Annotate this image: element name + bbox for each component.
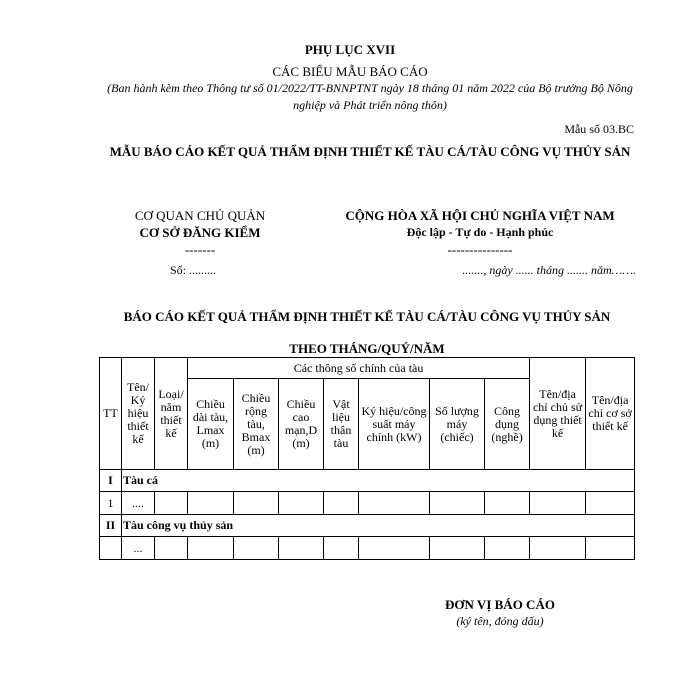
signer-note: (ký tên, đóng dấu) — [456, 614, 544, 628]
report-period: THEO THÁNG/QUÝ/NĂM — [289, 341, 445, 356]
table-row — [100, 492, 635, 515]
header-design-name: Tên/ Ký hiệu thiết kế — [122, 358, 155, 470]
table-cell — [586, 537, 635, 560]
report-table — [99, 357, 635, 560]
table-header-row — [100, 358, 635, 379]
table-cell — [234, 537, 279, 560]
appendix-title: PHỤ LỤC XVII — [304, 42, 396, 57]
header-owner: Tên/địa chỉ chủ sử dụng thiết kế — [530, 358, 586, 470]
row-name: .... — [122, 492, 155, 515]
agency-divider: ------- — [184, 242, 216, 257]
table-cell — [586, 492, 635, 515]
table-cell — [485, 537, 530, 560]
table-cell — [530, 492, 586, 515]
table-cell — [324, 492, 359, 515]
table-cell — [359, 537, 430, 560]
issued-note: (Ban hành kèm theo Thông tư số 01/2022/TT-BNNPTNT ngày 18 tháng 01 năm 2022 của Bộ trưởng Bộ Nông nghiệp và Phát triển nông thôn) — [107, 81, 633, 112]
table-row — [100, 537, 635, 560]
agency-block — [115, 207, 285, 258]
header-engine-count: Số lượng máy (chiếc) — [430, 379, 485, 470]
header-tt: TT — [100, 358, 122, 470]
row-name: ... — [122, 537, 155, 560]
table-cell — [155, 492, 188, 515]
header-design-type: Loại/ năm thiết kế — [155, 358, 188, 470]
table-cell — [279, 537, 324, 560]
nation-line-1: CỘNG HÒA XÃ HỘI CHỦ NGHĨA VIỆT NAM — [345, 208, 615, 223]
header-depth: Chiều cao mạn,D (m) — [279, 379, 324, 470]
agency-line-1: CƠ QUAN CHỦ QUẢN — [134, 208, 266, 223]
document-date: ......., ngày ...... tháng ....... năm……. — [462, 263, 636, 277]
table-cell — [324, 537, 359, 560]
nation-divider: --------------- — [447, 242, 513, 257]
signer-title: ĐƠN VỊ BÁO CÁO — [445, 597, 555, 612]
section-label: Tàu công vụ thủy sản — [122, 515, 635, 537]
header-main-specs: Các thông số chính của tàu — [188, 358, 530, 379]
table-cell — [234, 492, 279, 515]
header-material: Vật liệu thân tàu — [324, 379, 359, 470]
table-cell — [485, 492, 530, 515]
report-title: BÁO CÁO KẾT QUẢ THẨM ĐỊNH THIẾT KẾ TÀU CÁ/TÀU CÔNG VỤ THỦY SẢN — [123, 309, 611, 324]
header-purpose: Công dụng (nghề) — [485, 379, 530, 470]
table-cell — [430, 537, 485, 560]
table-cell — [530, 537, 586, 560]
table-cell — [279, 492, 324, 515]
table-cell — [188, 537, 234, 560]
section-row-patrol — [100, 515, 635, 537]
header-breadth: Chiều rộng tàu, Bmax (m) — [234, 379, 279, 470]
table-cell — [188, 492, 234, 515]
form-number: Mẫu số 03.BC — [564, 122, 634, 136]
form-heading: MẪU BÁO CÁO KẾT QUẢ THẨM ĐỊNH THIẾT KẾ TÀU CÁ/TÀU CÔNG VỤ THỦY SẢN — [109, 144, 631, 159]
nation-block — [300, 207, 660, 258]
document-number: Số: ......... — [170, 263, 217, 277]
row-number — [100, 537, 122, 560]
forms-title: CÁC BIỂU MẪU BÁO CÁO — [272, 64, 428, 79]
header-length: Chiều dài tàu, Lmax (m) — [188, 379, 234, 470]
header-engine: Ký hiệu/công suất máy chính (kW) — [359, 379, 430, 470]
row-number: 1 — [100, 492, 122, 515]
table-cell — [430, 492, 485, 515]
section-number: I — [100, 470, 122, 492]
section-label: Tàu cá — [122, 470, 635, 492]
header-facility: Tên/địa chỉ cơ sở thiết kế — [586, 358, 635, 470]
nation-motto: Độc lập - Tự do - Hạnh phúc — [406, 225, 554, 239]
section-number: II — [100, 515, 122, 537]
table-cell — [359, 492, 430, 515]
agency-line-2: CƠ SỞ ĐĂNG KIỂM — [139, 225, 261, 240]
table-cell — [155, 537, 188, 560]
section-row-fishing — [100, 470, 635, 492]
